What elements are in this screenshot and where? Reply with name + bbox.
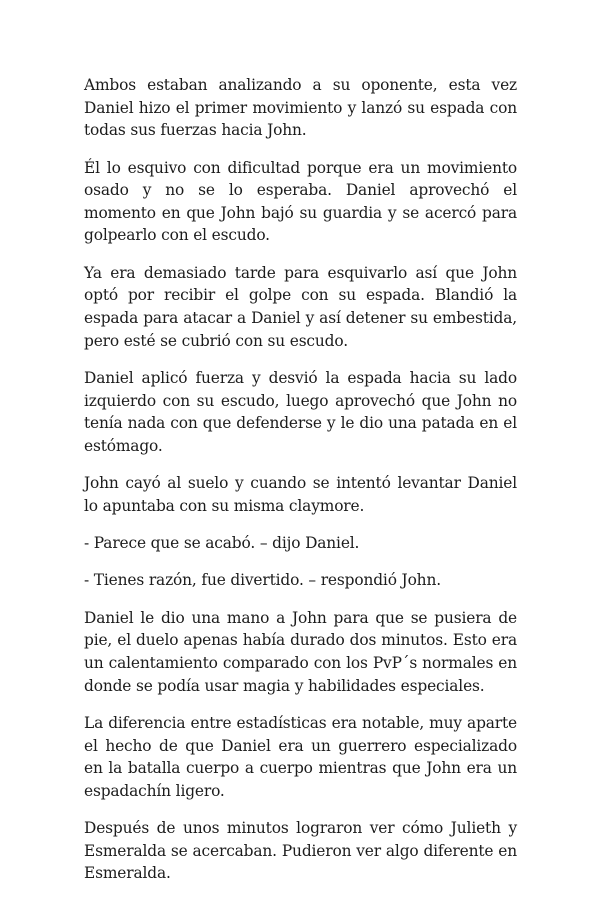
paragraph-4: Daniel aplicó fuerza y desvió la espada hacia su lado izquierdo con su escudo, luego aprovechó que John no tenía nada con que defenderse y le dio una patada en el estómago.	[84, 368, 517, 455]
paragraph-1: Ambos estaban analizando a su oponente, esta vez Daniel hizo el primer movimiento y lanzó su espada con todas sus fuerzas hacia John.	[84, 76, 517, 140]
dialogue-line-2: - Tienes razón, fue divertido. – respondió John.	[84, 571, 441, 590]
paragraph-3: Ya era demasiado tarde para esquivarlo así que John optó por recibir el golpe con su espada. Blandió la espada para atacar a Daniel y así detener su embestida, pero esté se cubrió con su escudo.	[84, 263, 517, 350]
paragraph-9: La diferencia entre estadísticas era notable, muy aparte el hecho de que Daniel era un guerrero especializado en la batalla cuerpo a cuerpo mientras que John era un espadachín ligero.	[84, 714, 517, 800]
dialogue-line-1: - Parece que se acabó. – dijo Daniel.	[84, 534, 360, 553]
paragraph-5: John cayó al suelo y cuando se intentó levantar Daniel lo apuntaba con su misma claymore.	[84, 474, 517, 515]
paragraph-8: Daniel le dio una mano a John para que se pusiera de pie, el duelo apenas había durado dos minutos. Esto era un calentamiento comparado con los PvP´s normales en donde se podía usar magia y habilidades especiales.	[84, 608, 517, 695]
paragraph-2: Él lo esquivo con dificultad porque era un movimiento osado y no se lo esperaba. Daniel aprovechó el momento en que John bajó su guardia y se acercó para golpearlo con el escudo.	[84, 158, 517, 245]
document-page	[84, 74, 517, 900]
paragraph-10: Después de unos minutos lograron ver cómo Julieth y Esmeralda se acercaban. Pudieron ver algo diferente en Esmeralda.	[84, 819, 517, 883]
